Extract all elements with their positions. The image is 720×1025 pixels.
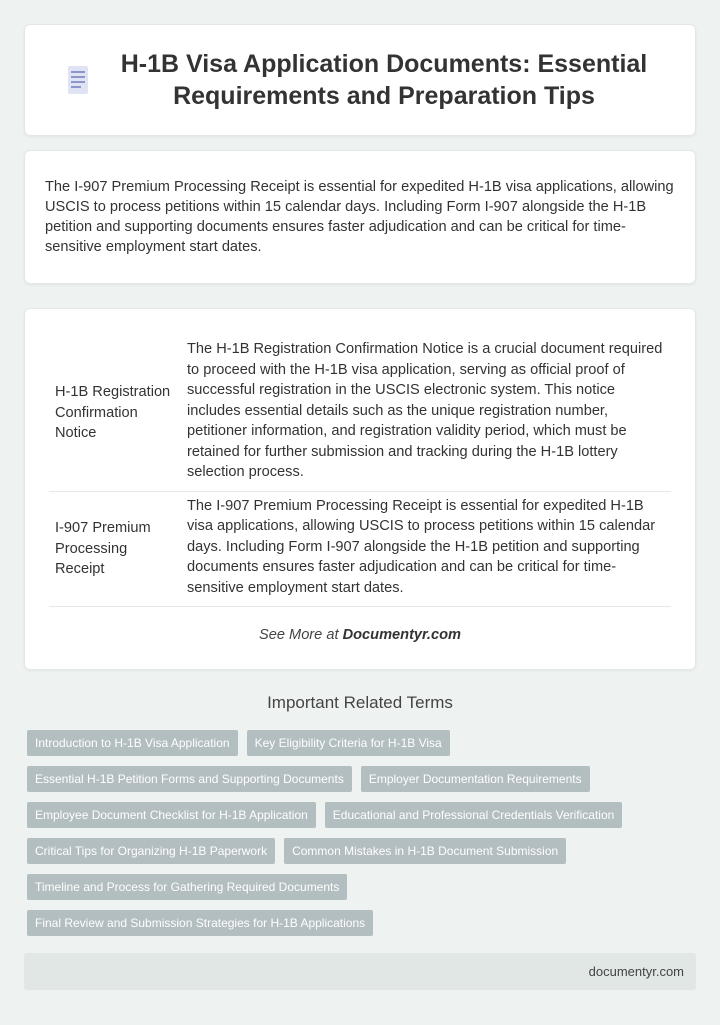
tag-row — [27, 838, 697, 864]
row-term: I-907 Premium Processing Receipt — [49, 491, 183, 607]
title-wrap — [66, 48, 654, 112]
tag-row — [27, 910, 697, 936]
related-term-tag[interactable]: Critical Tips for Organizing H-1B Paperwork — [27, 838, 275, 864]
table-row — [49, 491, 671, 607]
related-term-tag[interactable]: Final Review and Submission Strategies for H-1B Applications — [27, 910, 373, 936]
table-row — [49, 335, 671, 491]
see-more-prefix: See More at — [259, 627, 343, 643]
related-terms-tags — [27, 730, 697, 946]
related-term-tag[interactable]: Employer Documentation Requirements — [361, 766, 590, 792]
tag-row — [27, 766, 697, 792]
see-more-link[interactable] — [25, 627, 695, 643]
tag-row — [27, 730, 697, 756]
page-title: H-1B Visa Application Documents: Essential Requirements and Preparation Tips — [120, 50, 648, 110]
related-term-tag[interactable]: Educational and Professional Credentials Verification — [325, 802, 623, 828]
footer — [24, 953, 696, 990]
row-description: The I-907 Premium Processing Receipt is essential for expedited H-1B visa applications, allowing USCIS to process petitions within 15 calendar days. Including Form I-907 alongside the H-1B petition and supporting documents ensures faster adjudication and can be critical for time-sensitive employment start dates. — [183, 491, 671, 607]
related-term-tag[interactable]: Timeline and Process for Gathering Required Documents — [27, 874, 347, 900]
row-term: H-1B Registration Confirmation Notice — [49, 335, 183, 491]
related-terms-title: Important Related Terms — [267, 693, 453, 712]
tag-row — [27, 802, 697, 828]
table-card — [24, 308, 696, 670]
documents-table — [49, 335, 671, 607]
title-card — [24, 24, 696, 136]
related-term-tag[interactable]: Introduction to H-1B Visa Application — [27, 730, 238, 756]
related-term-tag[interactable]: Common Mistakes in H-1B Document Submission — [284, 838, 566, 864]
see-more-site[interactable]: Documentyr.com — [342, 627, 461, 643]
summary-card — [24, 150, 696, 284]
document-icon — [66, 65, 90, 95]
tag-row — [27, 874, 697, 900]
summary-text: The I-907 Premium Processing Receipt is essential for expedited H-1B visa applications, allowing USCIS to process petitions within 15 calendar days. Including Form I-907 alongside the H-1B petition and supporting documents ensures faster adjudication and can be critical for time-sensitive employment start dates. — [45, 179, 674, 255]
related-term-tag[interactable]: Employee Document Checklist for H-1B Application — [27, 802, 316, 828]
row-description: The H-1B Registration Confirmation Notice is a crucial document required to proceed with the H-1B visa application, serving as official proof of successful registration in the USCIS electronic system. This notice includes essential details such as the unique registration number, petitioner information, and registration validity period, which must be retained for further submission and tracking during the H-1B lottery selection process. — [183, 335, 671, 491]
related-term-tag[interactable]: Key Eligibility Criteria for H-1B Visa — [247, 730, 450, 756]
footer-site[interactable]: documentyr.com — [588, 964, 684, 979]
related-term-tag[interactable]: Essential H-1B Petition Forms and Supporting Documents — [27, 766, 352, 792]
